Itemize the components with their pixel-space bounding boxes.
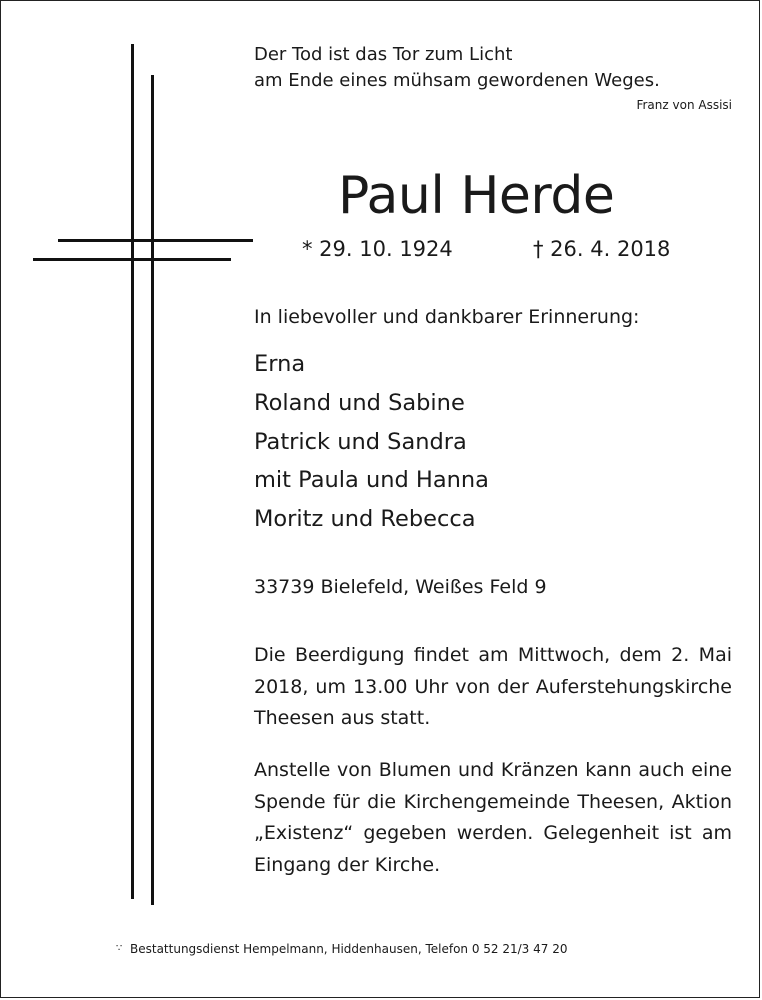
family-member: Moritz und Rebecca <box>254 506 476 533</box>
family-member: Roland und Sabine <box>254 389 465 416</box>
funeral-home-footer <box>116 942 567 956</box>
donation-info: Anstelle von Blumen und Kränzen kann auch eine Spende für die Kirchengemeinde Theesen, Aktion „Existenz“ gegeben werden. Gelegenheit ist am Eingang der Kirche. <box>254 759 732 876</box>
quote-author: Franz von Assisi <box>636 98 732 112</box>
family-list <box>254 345 489 539</box>
intro-text: In liebevoller und dankbarer Erinnerung: <box>254 306 640 328</box>
family-member: mit Paula und Hanna <box>254 467 489 494</box>
family-member: Erna <box>254 351 306 377</box>
family-member: Patrick und Sandra <box>254 428 467 455</box>
quote-line-2: am Ende eines mühsam gewordenen Weges. <box>254 70 660 91</box>
deceased-name: Paul Herde <box>338 166 615 226</box>
quote-line-1: Der Tod ist das Tor zum Licht <box>254 44 513 65</box>
footer-text: Bestattungsdienst Hempelmann, Hiddenhausen, Telefon 0 52 21/3 47 20 <box>130 942 568 956</box>
dots-icon: ∵ <box>116 943 123 954</box>
funeral-info: Die Beerdigung findet am Mittwoch, dem 2. Mai 2018, um 13.00 Uhr von der Auferstehungskirche Theesen aus statt. <box>254 644 732 729</box>
birth-date: * 29. 10. 1924 <box>302 237 453 261</box>
cross-horizontal-line-top <box>58 239 253 242</box>
quote <box>254 42 660 94</box>
address: 33739 Bielefeld, Weißes Feld 9 <box>254 576 547 598</box>
cross-vertical-line-left <box>131 44 134 899</box>
cross-vertical-line-right <box>151 75 154 905</box>
cross-horizontal-line-bottom <box>33 258 231 261</box>
death-date: † 26. 4. 2018 <box>533 237 671 261</box>
